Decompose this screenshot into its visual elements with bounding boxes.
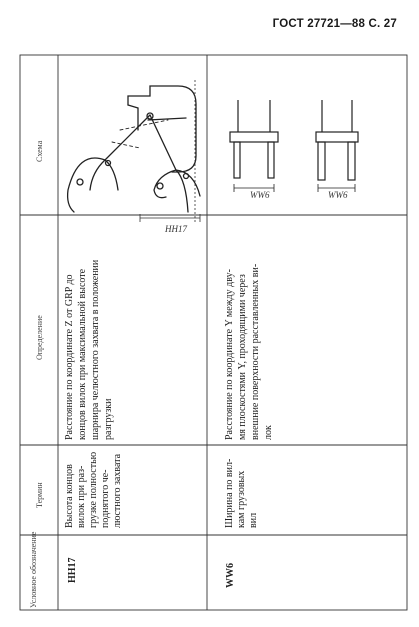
column-heading-term: Термин: [35, 482, 44, 508]
column-heading-designation: [29, 531, 38, 608]
row1-definition-line: шарнира челюстного захвата в положении: [90, 259, 101, 440]
standard-number: ГОСТ 27721—88: [272, 18, 366, 30]
row2-definition-line: лок: [263, 425, 274, 440]
row1-definition: [64, 259, 114, 440]
cab-front: [128, 105, 138, 130]
row1-term-line: люстного захвата: [112, 453, 123, 528]
row1-term-line: поднятого че-: [100, 469, 111, 528]
fork-width-diagram-left: [230, 100, 278, 192]
fork-tine-right: [268, 142, 274, 178]
fork-carriage: [230, 132, 278, 142]
column-heading-designation-text: Условное обозначение: [29, 531, 38, 608]
column-heading-definition: Определение: [35, 315, 44, 360]
right-jaw-hinge: [184, 174, 189, 179]
row2-term: [224, 459, 259, 528]
row1-definition-line: концов вилок при максимальной высоте: [77, 268, 88, 440]
grapple-boom: [105, 115, 186, 170]
right-jaw-pin: [157, 183, 163, 189]
right-jaw: [154, 170, 200, 212]
row2-definition-line: внешние поверхности расставленных ви-: [250, 263, 261, 440]
row1-code: HH17: [67, 557, 78, 583]
row2-term-line: вил: [248, 512, 259, 528]
diagram-label-ww6-left: WW6: [250, 190, 270, 200]
fork-tine-left: [234, 142, 240, 178]
fork-tine-right: [348, 142, 355, 180]
row1-term: [64, 451, 123, 528]
row1-term-line: грузке полностью: [88, 451, 99, 528]
diagram-label-ww6-right: WW6: [328, 190, 348, 200]
left-jaw-pin: [77, 179, 83, 185]
grapple-fork-diagram: [68, 86, 200, 212]
dimension-line: [140, 80, 200, 222]
column-heading-diagram: Схема: [35, 140, 44, 162]
fork-width-diagram-right: [316, 100, 358, 192]
row2-definition: [224, 264, 274, 440]
row1-definition-line: разгрузки: [103, 398, 114, 440]
row2-term-line: Ширина по вил-: [224, 458, 235, 528]
fork-tine-left: [318, 142, 325, 180]
row2-definition-line: мя плоскостями Y, проходящими через: [237, 274, 248, 440]
diagram-label-hh17: HH17: [165, 224, 187, 234]
row2-term-line: кам грузовых: [236, 470, 247, 528]
fork-carriage: [316, 132, 358, 142]
row1-term-line: Высота концов: [64, 464, 75, 528]
row1-definition-line: Расстояние по координате Z от GRP до: [64, 274, 75, 440]
page-number: С. 27: [368, 18, 397, 30]
left-jaw: [68, 158, 118, 212]
row2-definition-line: Расстояние по координате Y между дву-: [224, 269, 235, 440]
row2-code: WW6: [225, 563, 236, 588]
row1-term-line: вилок при раз-: [76, 465, 87, 528]
